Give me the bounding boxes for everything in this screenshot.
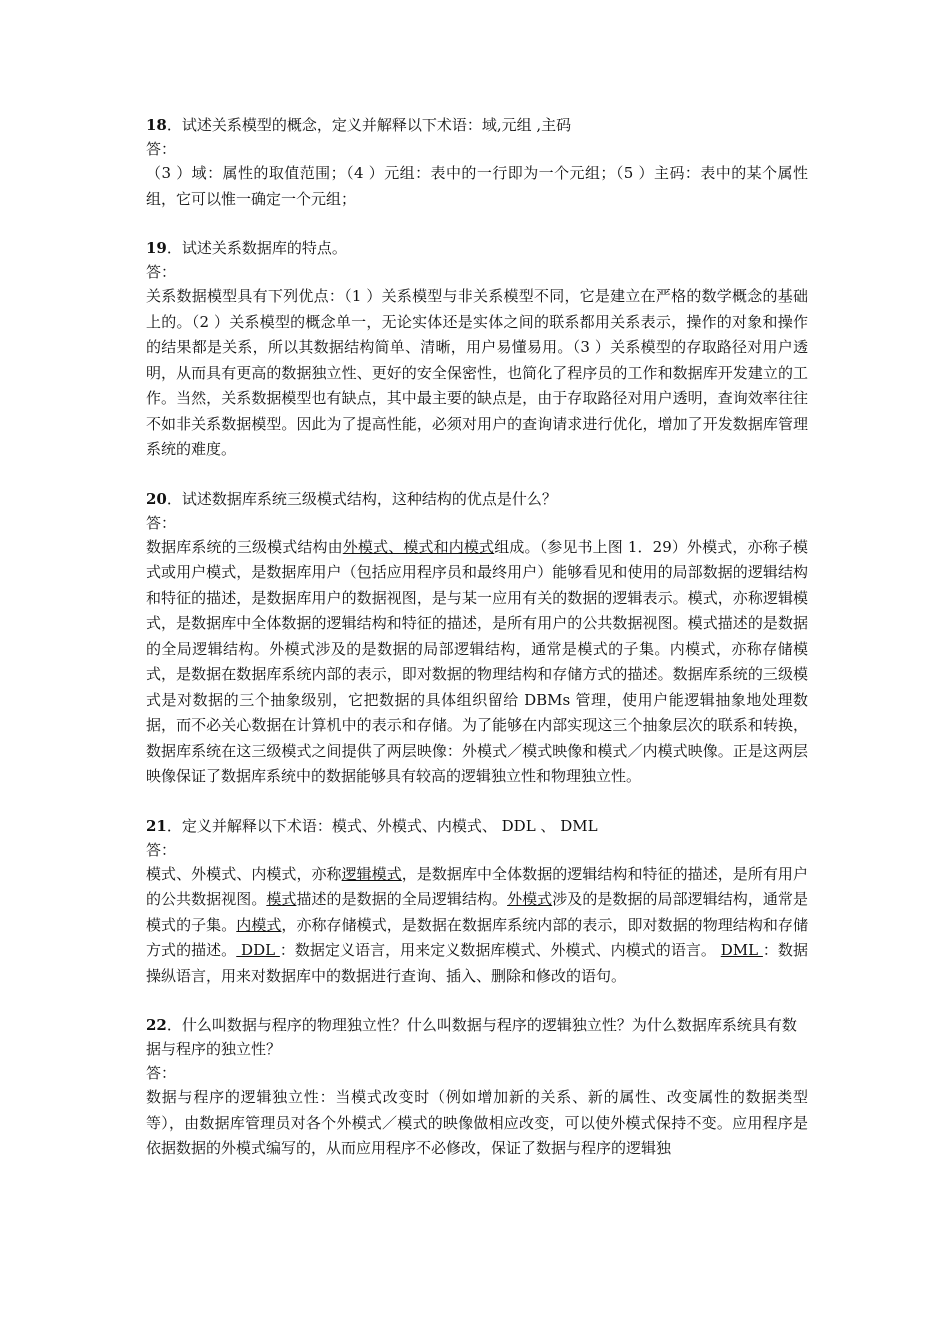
question-heading <box>146 1013 808 1061</box>
answer-segment: 模式、外模式、内模式，亦称 <box>146 864 342 883</box>
answer-segment: 关系数据模型具有下列优点：（1 ）关系模型与非关系模型不同，它是建立在严格的数学概念的基础上的。（2 ）关系模型的概念单一，无论实体还是实体之间的联系都用关系表示，操作的对象和操作的结果都是关系，所以其数据结构简单、清晰，用户易懂易用。（3 ）关系模型的存取路径对用户透明，从而具有更高的数据独立性、更好的安全保密性，也简化了程序员的工作和数据库开发建立的工作。当然，关系数据模型也有缺点，其中最主要的缺点是，由于存取路径对用户透明，查询效率往往不如非关系数据模型。因此为了提高性能，必须对用户的查询请求进行优化，增加了开发数据库管理系统的难度。 <box>146 287 808 458</box>
question-number: 19 <box>146 239 167 257</box>
document-page <box>146 113 808 1186</box>
answer-text <box>146 535 808 790</box>
question-text: ．什么叫数据与程序的物理独立性？什么叫数据与程序的逻辑独立性？为什么数据库系统具有数据与程序的独立性？ <box>146 1016 797 1058</box>
question-heading <box>146 814 808 838</box>
question-heading <box>146 487 808 511</box>
underlined-term: 逻辑模式 <box>341 864 402 883</box>
underlined-term: 外模式、模式和内模式 <box>342 537 495 556</box>
answer-segment: 描述的是数据的全局逻辑结构。 <box>296 890 508 908</box>
answer-segment: 组成。（参见书上图 1．29）外模式，亦称子模式或用户模式，是数据库用户（包括应用程序员和最终用户）能够看见和使用的局部数据的逻辑结构和特征的描述，是数据库用户的数据视图，是与某一应用有关的数据的逻辑表示。模式，亦称逻辑模式，是数据库中全体数据的逻辑结构和特征的描述，是所有用户的公共数据视图。模式描述的是数据的全局逻辑结构。外模式涉及的是数据的局部逻辑结构，通常是模式的子集。内模式，亦称存储模式，是数据在数据库系统内部的表示，即对数据的物理结构和存储方式的描述。数据库系统的三级模式是对数据的三个抽象级别，它把数据的具体组织留给 DBMs 管理，使用户能逻辑抽象地处理数据，而不必关心数据在计算机中的表示和存储。为了能够在内部实现这三个抽象层次的联系和转换，数据库系统在这三级模式之间提供了两层映像：外模式／模式映像和模式／内模式映像。正是这两层映像保证了数据库系统中的数据能够具有较高的逻辑独立性和物理独立性。 <box>146 537 808 785</box>
underlined-term: DML <box>720 941 763 959</box>
question-text: ．试述关系数据库的特点。 <box>166 239 347 257</box>
answer-segment: ：数据定义语言，用来定义数据库模式、外模式、内模式的语言。 <box>279 941 721 959</box>
answer-segment: ，亦称存储模式，是数据在数据库系统内部的表示，即对数据的物理结构和存储方式的描述。 <box>146 915 808 959</box>
underlined-term: 内模式 <box>236 915 282 934</box>
answer-label: 答： <box>146 1064 177 1082</box>
answer-segment: ，是数据库中全体数据的逻辑结构和特征的描述，是所有用户的公共数据视图。 <box>146 864 808 908</box>
answer-text <box>146 161 808 212</box>
underlined-term: 模式 <box>266 890 297 908</box>
answer-label: 答： <box>146 140 177 158</box>
question-number: 21 <box>146 816 167 835</box>
underlined-term: DDL <box>236 941 280 959</box>
question-number: 22 <box>146 1016 167 1034</box>
answer-text <box>146 862 808 990</box>
question-heading <box>146 113 808 137</box>
question-text: ．试述数据库系统三级模式结构，这种结构的优点是什么？ <box>166 489 557 508</box>
question-text: ．试述关系模型的概念，定义并解释以下术语：域,元组 ,主码 <box>166 116 572 134</box>
answer-segment: 数据与程序的逻辑独立性：当模式改变时（例如增加新的关系、新的属性、改变属性的数据类型等），由数据库管理员对各个外模式／模式的映像做相应改变，可以使外模式保持不变。应用程序是依据数据的外模式编写的，从而应用程序不必修改，保证了数据与程序的逻辑独 <box>146 1088 808 1157</box>
question-text: ．定义并解释以下术语：模式、外模式、内模式、 DDL 、 DML <box>166 816 598 835</box>
question-block-18 <box>146 113 808 212</box>
question-block-21 <box>146 814 808 990</box>
underlined-term: 外模式 <box>507 890 553 908</box>
answer-segment: 涉及的是数据的局部逻辑结构，通常是模式的子集。 <box>146 890 808 934</box>
answer-label: 答： <box>146 513 177 532</box>
answer-segment: （3 ）域：属性的取值范围；（4 ）元组：表中的一行即为一个元组；（5 ）主码：表中的某个属性组，它可以惟一确定一个元组； <box>146 164 808 208</box>
question-block-22 <box>146 1013 808 1162</box>
answer-text <box>146 1085 808 1162</box>
answer-label: 答： <box>146 263 177 281</box>
answer-label: 答： <box>146 840 177 859</box>
question-block-20 <box>146 487 808 790</box>
question-number: 18 <box>146 116 167 134</box>
question-heading <box>146 236 808 260</box>
answer-text <box>146 284 808 463</box>
answer-segment: ：数据操纵语言，用来对数据库中的数据进行查询、插入、删除和修改的语句。 <box>146 941 808 985</box>
answer-segment: 数据库系统的三级模式结构由 <box>146 537 343 556</box>
question-block-19 <box>146 236 808 463</box>
question-number: 20 <box>146 489 167 508</box>
